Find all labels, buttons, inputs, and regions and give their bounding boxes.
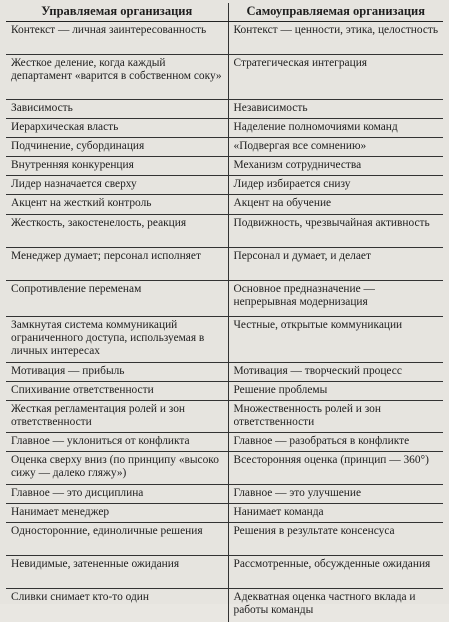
table-row [6, 316, 443, 362]
table-row [6, 589, 443, 622]
table-row [6, 485, 443, 504]
managed-cell: Оценка сверху вниз (по принципу «высоко сижу — далеко гляжу») [6, 452, 228, 485]
self-managed-cell: Решение проблемы [228, 381, 443, 400]
self-managed-cell: Нанимает команда [228, 504, 443, 523]
table-row [6, 452, 443, 485]
self-managed-cell: Главное — разобраться в конфликте [228, 432, 443, 451]
managed-cell: Иерархическая власть [6, 119, 228, 138]
managed-cell: Лидер назначается сверху [6, 176, 228, 195]
table-row [6, 556, 443, 589]
self-managed-cell: Основное предназначение — непрерывная модернизация [228, 280, 443, 316]
table-row [6, 100, 443, 119]
managed-cell: Жесткая регламентация ролей и зон ответственности [6, 400, 228, 432]
table-row [6, 432, 443, 451]
self-managed-cell: Персонал и думает, и делает [228, 247, 443, 280]
managed-cell: Главное — это дисциплина [6, 485, 228, 504]
table-row [6, 176, 443, 195]
table-row [6, 138, 443, 157]
table-row [6, 381, 443, 400]
self-managed-cell: Независимость [228, 100, 443, 119]
table-row [6, 400, 443, 432]
comparison-table [6, 3, 443, 622]
managed-cell: Зависимость [6, 100, 228, 119]
table-header-row [6, 3, 443, 22]
self-managed-cell: Всесторонняя оценка (принцип — 360°) [228, 452, 443, 485]
header-managed: Управляемая организация [6, 3, 228, 22]
self-managed-cell: Множественность ролей и зон ответственности [228, 400, 443, 432]
table-row [6, 280, 443, 316]
table-row [6, 195, 443, 214]
table-row [6, 247, 443, 280]
self-managed-cell: Наделение полномочиями команд [228, 119, 443, 138]
self-managed-cell: Рассмотренные, обсужденные ожидания [228, 556, 443, 589]
managed-cell: Контекст — личная заинтересованность [6, 22, 228, 55]
table-row [6, 362, 443, 381]
managed-cell: Жесткое деление, когда каждый департамент «варится в собственном соку» [6, 55, 228, 100]
self-managed-cell: Лидер избирается снизу [228, 176, 443, 195]
self-managed-cell: Подвижность, чрезвычайная активность [228, 214, 443, 247]
table-row [6, 504, 443, 523]
self-managed-cell: Решения в результате консенсуса [228, 523, 443, 556]
managed-cell: Менеджер думает; персонал исполняет [6, 247, 228, 280]
managed-cell: Сопротивление переменам [6, 280, 228, 316]
self-managed-cell: Честные, открытые коммуникации [228, 316, 443, 362]
header-self-managed: Самоуправляемая организация [228, 3, 443, 22]
managed-cell: Сливки снимает кто-то один [6, 589, 228, 622]
self-managed-cell: Стратегическая интеграция [228, 55, 443, 100]
self-managed-cell: «Подвергая все сомнению» [228, 138, 443, 157]
table-row [6, 22, 443, 55]
table-row [6, 55, 443, 100]
managed-cell: Спихивание ответственности [6, 381, 228, 400]
table-row [6, 523, 443, 556]
managed-cell: Жесткость, закостенелость, реакция [6, 214, 228, 247]
table-row [6, 157, 443, 176]
self-managed-cell: Акцент на обучение [228, 195, 443, 214]
table-row [6, 119, 443, 138]
managed-cell: Мотивация — прибыль [6, 362, 228, 381]
table-row [6, 214, 443, 247]
self-managed-cell: Механизм сотрудничества [228, 157, 443, 176]
managed-cell: Замкнутая система коммуникаций ограниченного доступа, используемая в личных интересах [6, 316, 228, 362]
managed-cell: Односторонние, единоличные решения [6, 523, 228, 556]
managed-cell: Акцент на жесткий контроль [6, 195, 228, 214]
self-managed-cell: Главное — это улучшение [228, 485, 443, 504]
managed-cell: Невидимые, затененные ожидания [6, 556, 228, 589]
managed-cell: Главное — уклониться от конфликта [6, 432, 228, 451]
managed-cell: Нанимает менеджер [6, 504, 228, 523]
managed-cell: Внутренняя конкуренция [6, 157, 228, 176]
managed-cell: Подчинение, субординация [6, 138, 228, 157]
self-managed-cell: Контекст — ценности, этика, целостность [228, 22, 443, 55]
self-managed-cell: Мотивация — творческий процесс [228, 362, 443, 381]
self-managed-cell: Адекватная оценка частного вклада и работы команды [228, 589, 443, 622]
